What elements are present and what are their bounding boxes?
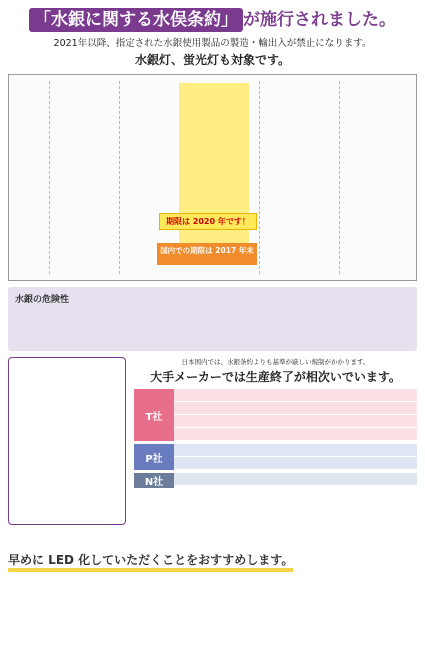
company-block-n: [134, 473, 417, 488]
maker-headline: 大手メーカーでは生産終了が相次いでいます。: [150, 370, 401, 384]
domestic-deadline-text: 国内での期限は 2017 年末: [160, 246, 254, 255]
domestic-deadline-box: [157, 243, 257, 265]
timeline-row-unreadable: [174, 402, 417, 414]
column-divider: [49, 81, 50, 274]
timeline-row-unreadable: [174, 444, 417, 456]
lamp-notes-unreadable: [14, 363, 120, 513]
maker-section: [134, 357, 417, 491]
timeline-row-unreadable: [174, 457, 417, 469]
treaty-excerpt-panel: [8, 74, 417, 281]
danger-body-unreadable: [15, 307, 410, 347]
company-block-t: [134, 389, 417, 441]
column-divider: [119, 81, 120, 274]
subtitle-line-2: 水銀灯、蛍光灯も対象です。: [134, 53, 291, 67]
page-title: [8, 8, 417, 32]
column-divider: [339, 81, 340, 274]
danger-heading: 水銀の危険性: [15, 295, 70, 305]
lower-section: [8, 357, 417, 542]
timeline-row-unreadable: [174, 415, 417, 427]
bottom-section: [8, 546, 417, 646]
company-name: T社: [134, 389, 174, 441]
subtitle-line-1: 2021年以降、指定された水銀使用製品の製造・輸出入が禁止になります。: [53, 38, 372, 49]
timeline-row-unreadable: [174, 389, 417, 401]
timeline-row-unreadable: [174, 428, 417, 440]
column-divider: [259, 81, 260, 274]
lamp-notes-box: [8, 357, 126, 525]
maker-lead: 日本国内では、水銀条約よりも基準が厳しい規制がかかります。: [181, 358, 370, 366]
company-name: P社: [134, 444, 174, 470]
title-boxed: 「水銀に関する水俣条約」: [29, 8, 243, 32]
title-rest: が施行されました。: [243, 10, 396, 30]
led-recommendation: 早めに LED 化していただくことをおすすめします。: [8, 552, 293, 572]
company-name: N社: [134, 473, 174, 488]
deadline-callout: 期限は 2020 年です！: [159, 213, 257, 230]
company-block-p: [134, 444, 417, 470]
timeline-row-unreadable: [174, 473, 417, 485]
mercury-danger-section: [8, 287, 417, 351]
